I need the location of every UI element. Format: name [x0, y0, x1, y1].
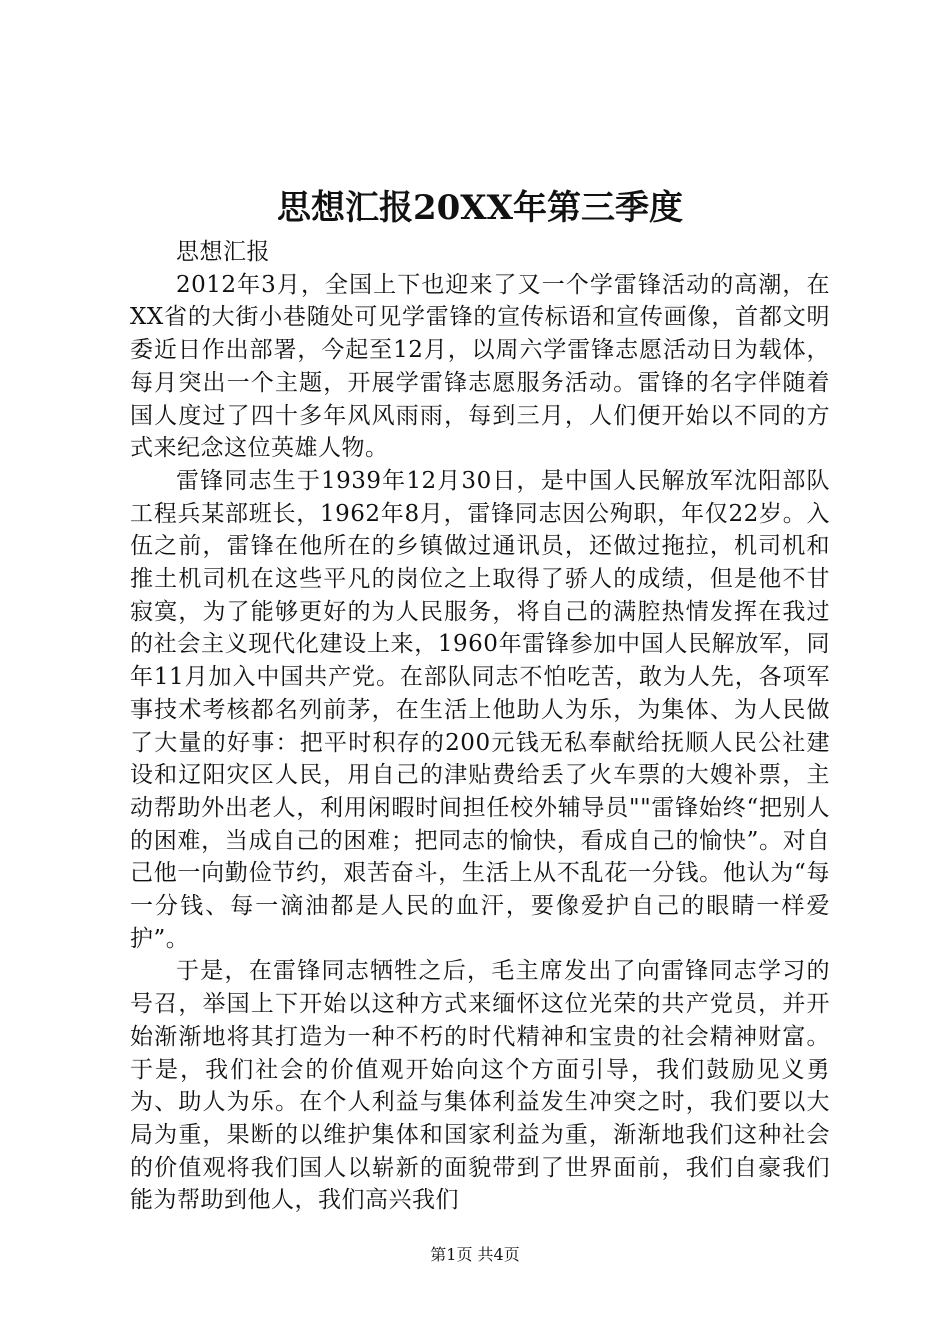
paragraph: 雷锋同志生于1939年12月30日，是中国人民解放军沈阳部队工程兵某部班长，1962年8月，雷锋同志因公殉职，年仅22岁。入伍之前，雷锋在他所在的乡镇做过通讯员，还做过拖拉，机司机和推土机司机在这些平凡的岗位之上取得了骄人的成绩，但是他不甘寂寞，为了能够更好的为人民服务，将自己的满腔热情发挥在我过的社会主义现代化建设上来，1960年雷锋参加中国人民解放军，同年11月加入中国共产党。在部队同志不怕吃苦，敢为人先，各项军事技术考核都名列前茅，在生活上他助人为乐，为集体、为人民做了大量的好事：把平时积存的200元钱无私奉献给抚顺人民公社建设和辽阳灾区人民，用自己的津贴费给丢了火车票的大嫂补票，主动帮助外出老人，利用闲暇时间担任校外辅导员""雷锋始终“把别人的困难，当成自己的困难；把同志的愉快，看成自己的愉快”。对自己他一向勤俭节约，艰苦奋斗，生活上从不乱花一分钱。他认为“每一分钱、每一滴油都是人民的血汗，要像爱护自己的眼睛一样爱护”。	[130, 467, 830, 952]
page-footer: 第1页 共4页	[430, 1245, 520, 1264]
paragraph: 于是，在雷锋同志牺牲之后，毛主席发出了向雷锋同志学习的号召，举国上下开始以这种方式来缅怀这位光荣的共产党员，并开始渐渐地将其打造为一种不朽的时代精神和宝贵的社会精神财富。于是，我们社会的价值观开始向这个方面引导，我们鼓励见义勇为、助人为乐。在个人利益与集体利益发生冲突之时，我们要以大局为重，果断的以维护集体和国家利益为重，渐渐地我们这种社会的价值观将我们国人以崭新的面貌带到了世界面前，我们自豪我们能为帮助到他人，我们高兴我们	[130, 958, 830, 1214]
document-title: 思想汇报20XX年第三季度	[276, 188, 684, 228]
paragraph: 2012年3月，全国上下也迎来了又一个学雷锋活动的高潮，在XX省的大街小巷随处可见学雷锋的宣传标语和宣传画像，首都文明委近日作出部署，今起至12月，以周六学雷锋志愿活动日为载体，每月突出一个主题，开展学雷锋志愿服务活动。雷锋的名字伴随着国人度过了四十多年风风雨雨，每到三月，人们便开始以不同的方式来纪念这位英雄人物。	[130, 271, 830, 462]
paragraph-heading: 思想汇报	[176, 239, 270, 265]
document-body	[130, 236, 830, 1217]
